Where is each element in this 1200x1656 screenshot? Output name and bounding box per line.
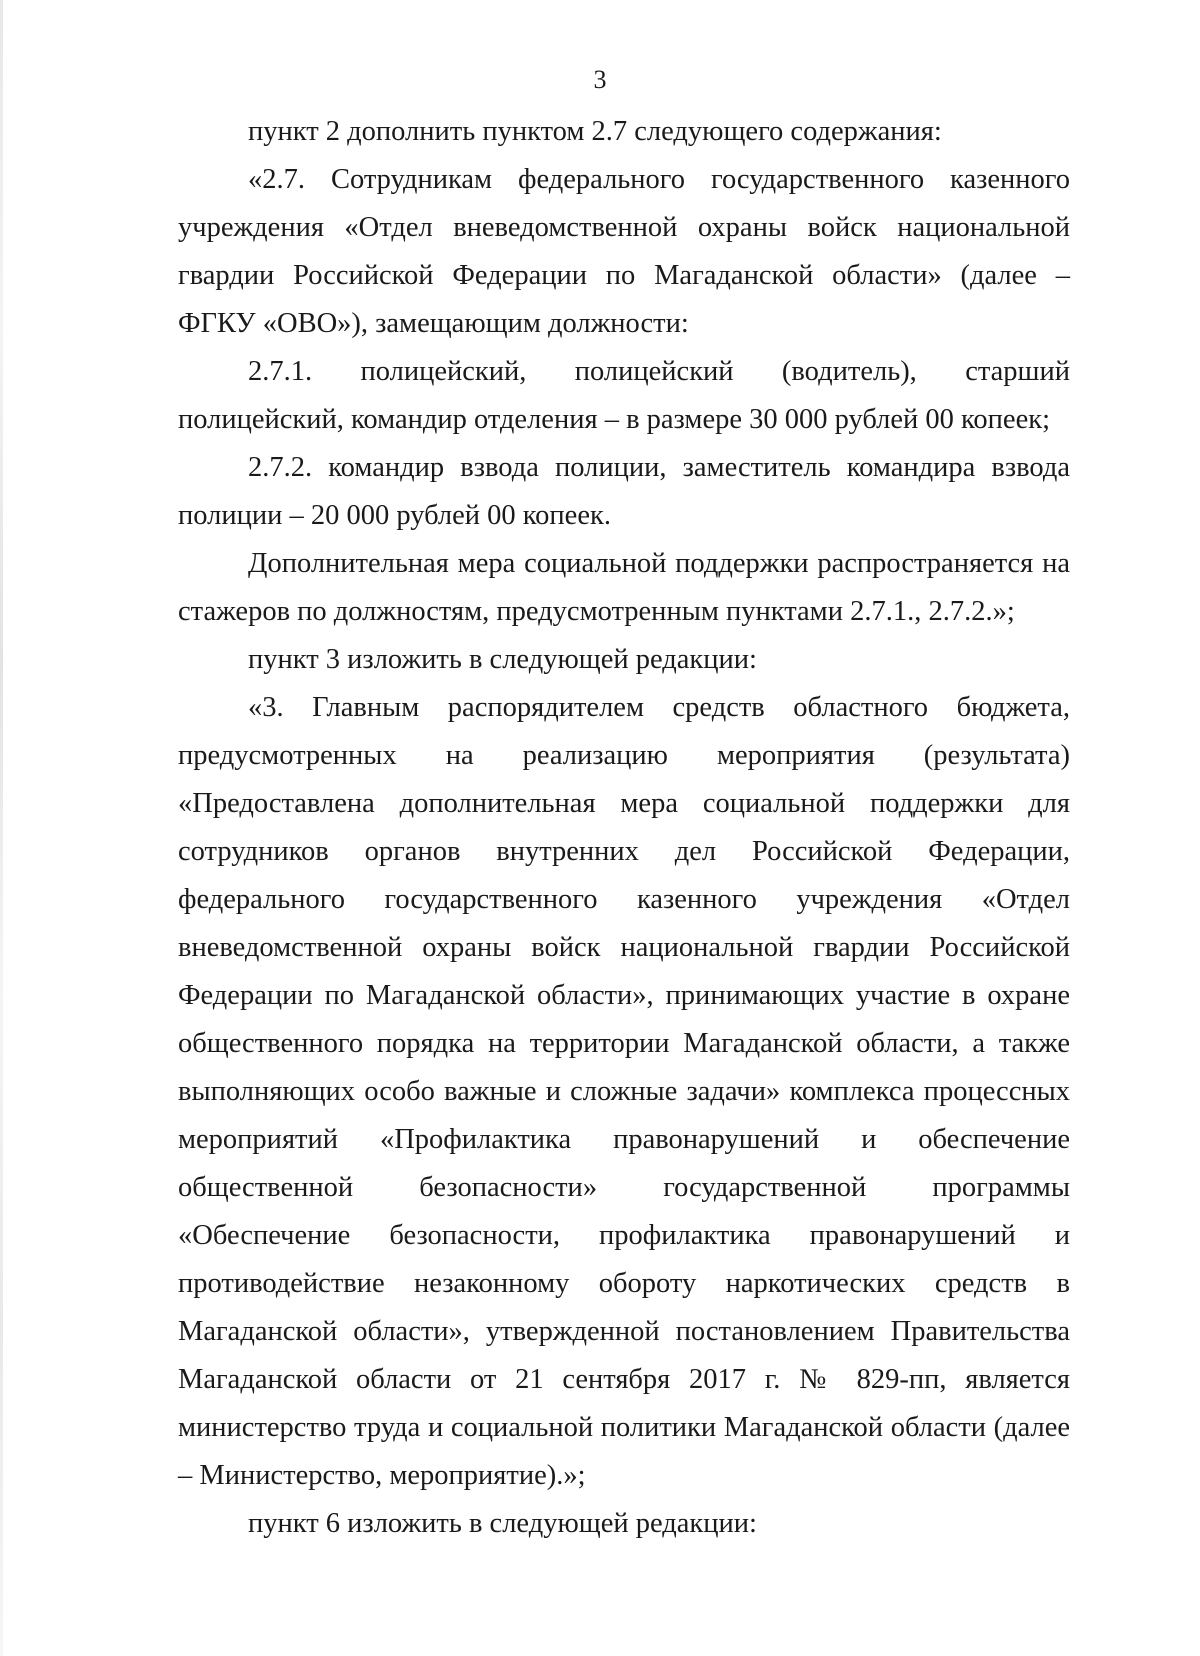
paragraph-8: пункт 6 изложить в следующей редакции: xyxy=(248,1508,757,1539)
paragraph-2: «2.7. Сотрудникам федерального государственного казенного учреждения «Отдел вневедомственной охраны войск национальной гвардии Российской Федерации по Магаданской области» (далее – ФГКУ «ОВО»), замещающим должности: xyxy=(178,164,1070,339)
paragraph-3: 2.7.1. полицейский, полицейский (водитель), старший полицейский, командир отделения – в размере 30 000 рублей 00 копеек; xyxy=(178,356,1070,435)
scan-edge-shadow xyxy=(0,0,3,1656)
paragraph-6: пункт 3 изложить в следующей редакции: xyxy=(248,644,757,675)
document-body xyxy=(178,108,1070,1548)
paragraph-1: пункт 2 дополнить пунктом 2.7 следующего содержания: xyxy=(248,116,942,147)
page-number: 3 xyxy=(593,65,607,94)
paragraph-7: «3. Главным распорядителем средств областного бюджета, предусмотренных на реализацию мероприятия (результата) «Предоставлена дополнительная мера социальной поддержки для сотрудников органов внутренних дел Российской Федерации, федерального государственного казенного учреждения «Отдел вневедомственной охраны войск национальной гвардии Российской Федерации по Магаданской области», принимающих участие в охране общественного порядка на территории Магаданской области, а также выполняющих особо важные и сложные задачи» комплекса процессных мероприятий «Профилактика правонарушений и обеспечение общественной безопасности» государственной программы «Обеспечение безопасности, профилактика правонарушений и противодействие незаконному обороту наркотических средств в Магаданской области», утвержденной постановлением Правительства Магаданской области от 21 сентября 2017 г. № 829-пп, является министерство труда и социальной политики Магаданской области (далее – Министерство, мероприятие).»; xyxy=(178,692,1070,1491)
paragraph-4: 2.7.2. командир взвода полиции, заместитель командира взвода полиции – 20 000 рублей 00 копеек. xyxy=(178,452,1070,531)
paragraph-5: Дополнительная мера социальной поддержки распространяется на стажеров по должностям, предусмотренным пунктами 2.7.1., 2.7.2.»; xyxy=(178,548,1070,627)
